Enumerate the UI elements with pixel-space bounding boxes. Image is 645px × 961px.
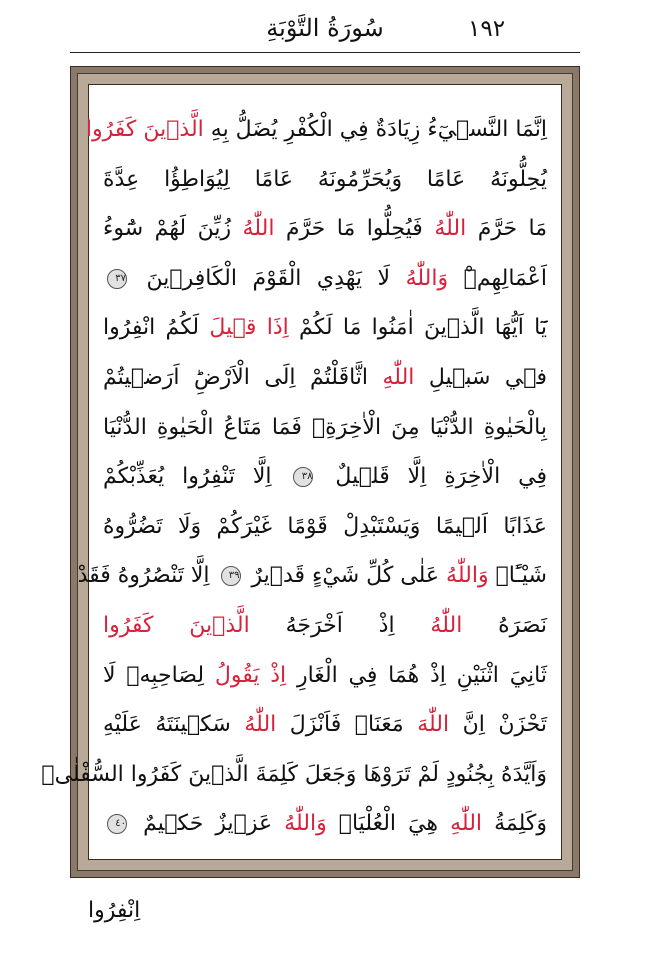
quran-text [41,107,548,843]
verse-text: زُيِّنَ لَهُمْ سُٓوءُ [103,216,243,242]
text-line [103,157,547,203]
verse-text: بِالْحَيٰوةِ الدُّنْيَا مِنَ الْاٰخِرَةِۚ فَمَا مَتَاعُ الْحَيٰوةِ الدُّنْيَا [103,414,547,440]
verse-text: نَصَرَهُ [462,613,548,638]
text-line [103,504,547,550]
text-line [103,355,547,401]
verse-text: فَيُحِلُّوا مَا حَرَّمَ [274,216,435,242]
catchword: اِنْفِرُوا [88,898,141,923]
verse-text: يُحِلُّونَهُ عَامًا وَيُحَرِّمُونَهُ عَامًا لِيُوَاطِؤُا عِدَّةَ [103,166,547,192]
ayah-number-marker: ٣٧ [107,269,127,289]
highlighted-text: اِذْ يَقُولُ [214,662,287,688]
highlighted-text: اللّٰهِ [450,811,483,837]
verse-text: اَعْمَالِهِمْۜ [448,265,548,291]
verse-text: وَكَلِمَةُ [482,811,547,837]
verse-text: فِي الْاٰخِرَةِ اِلَّا قَلٖيلٌ [317,464,547,490]
ayah-number-marker: ٣٩ [221,566,241,586]
verse-text: فٖي سَبٖيلِ [414,365,547,390]
verse-text: اِلَّا تَنْفِرُوا يُعَذِّبْكُمْ [103,464,290,490]
highlighted-text: اِذَا قٖيلَ [209,315,289,341]
verse-text: شَيْـًٔاۜ [488,563,547,589]
ayah-number-marker: ٣٨ [293,467,313,487]
verse-text: عَذَابًا اَلٖيمًا وَيَسْتَبْدِلْ قَوْمًا غَيْرَكُمْ وَلَا تَضُرُّوهُ [103,513,547,539]
text-line [103,603,547,649]
verse-text: اِنَّمَا النَّسٖيٓءُ زِيَادَةٌ فِي الْكُفْرِ يُضَلُّ بِهِ [203,117,547,142]
verse-text: عَلٰى كُلِّ شَيْءٍ قَدٖيرٌ [244,563,447,589]
surah-title: سُورَةُ التَّوْبَةِ [266,14,384,42]
verse-text: مَعَنَاۚ فَاَنْزَلَ [276,712,418,738]
verse-text: اِلَّا تَنْصُرُوهُ فَقَدْ [77,563,217,589]
highlighted-text: اللّٰهُ [244,712,277,738]
text-line [103,801,547,847]
verse-text: هِيَ الْعُلْيَاۜ [326,811,451,837]
highlighted-text: الَّذٖينَ كَفَرُوا [85,117,204,142]
text-panel [41,84,562,860]
highlighted-text: اللّٰهُ [242,216,275,242]
verse-text: لِصَاحِبِهٖ لَا [103,662,215,688]
header-divider [70,52,580,53]
verse-text: اِذْ اَخْرَجَهُ [249,613,431,638]
text-line [103,206,547,252]
text-line [103,702,547,748]
highlighted-text: وَاللّٰهُ [284,811,327,837]
ayah-number-marker: ٤٠ [107,814,127,834]
verse-text: مَا حَرَّمَ [466,216,548,242]
ornamental-frame [41,66,580,878]
page-number: ١٩٢ [468,16,506,42]
verse-text: عَزٖيزٌ حَكٖيمٌ [131,811,285,837]
verse-text: وَاَيَّدَهُ بِجُنُودٍ لَمْ تَرَوْهَا وَجَعَلَ كَلِمَةَ الَّذٖينَ كَفَرُوا السُّفْلٰىۜ [41,761,547,787]
text-line [103,305,547,351]
verse-text: تَحْزَنْ اِنَّ [449,712,548,738]
highlighted-text: اللّٰهُ [434,216,467,242]
text-line [103,256,547,302]
text-line [85,107,547,153]
highlighted-text: اللّٰهِ [382,365,415,390]
text-line [77,553,547,599]
text-line [103,405,547,451]
highlighted-text: اللّٰهَ [417,712,450,738]
verse-text: اثَّاقَلْتُمْ اِلَى الْاَرْضِؕ اَرَضٖيتُمْ [103,365,383,390]
highlighted-text: الَّذٖينَ كَفَرُوا [103,613,250,638]
frame-border [41,73,573,871]
highlighted-text: وَاللّٰهُ [405,265,449,291]
verse-text: سَكٖينَتَهُ عَلَيْهِ [103,712,245,738]
text-line [103,653,547,699]
highlighted-text: اللّٰهُ [430,613,463,638]
verse-text: لَكُمُ انْفِرُوا [103,315,210,341]
text-line [103,454,547,500]
verse-text: ثَانِيَ اثْنَيْنِ اِذْ هُمَا فِي الْغَارِ [286,662,547,688]
verse-text: يَٓا اَيُّهَا الَّذٖينَ اٰمَنُوا مَا لَكُمْ [288,315,547,341]
verse-text: لَا يَهْدِي الْقَوْمَ الْكَافِرٖينَ [131,265,406,291]
text-line [41,752,547,798]
highlighted-text: وَاللّٰهُ [446,563,489,589]
